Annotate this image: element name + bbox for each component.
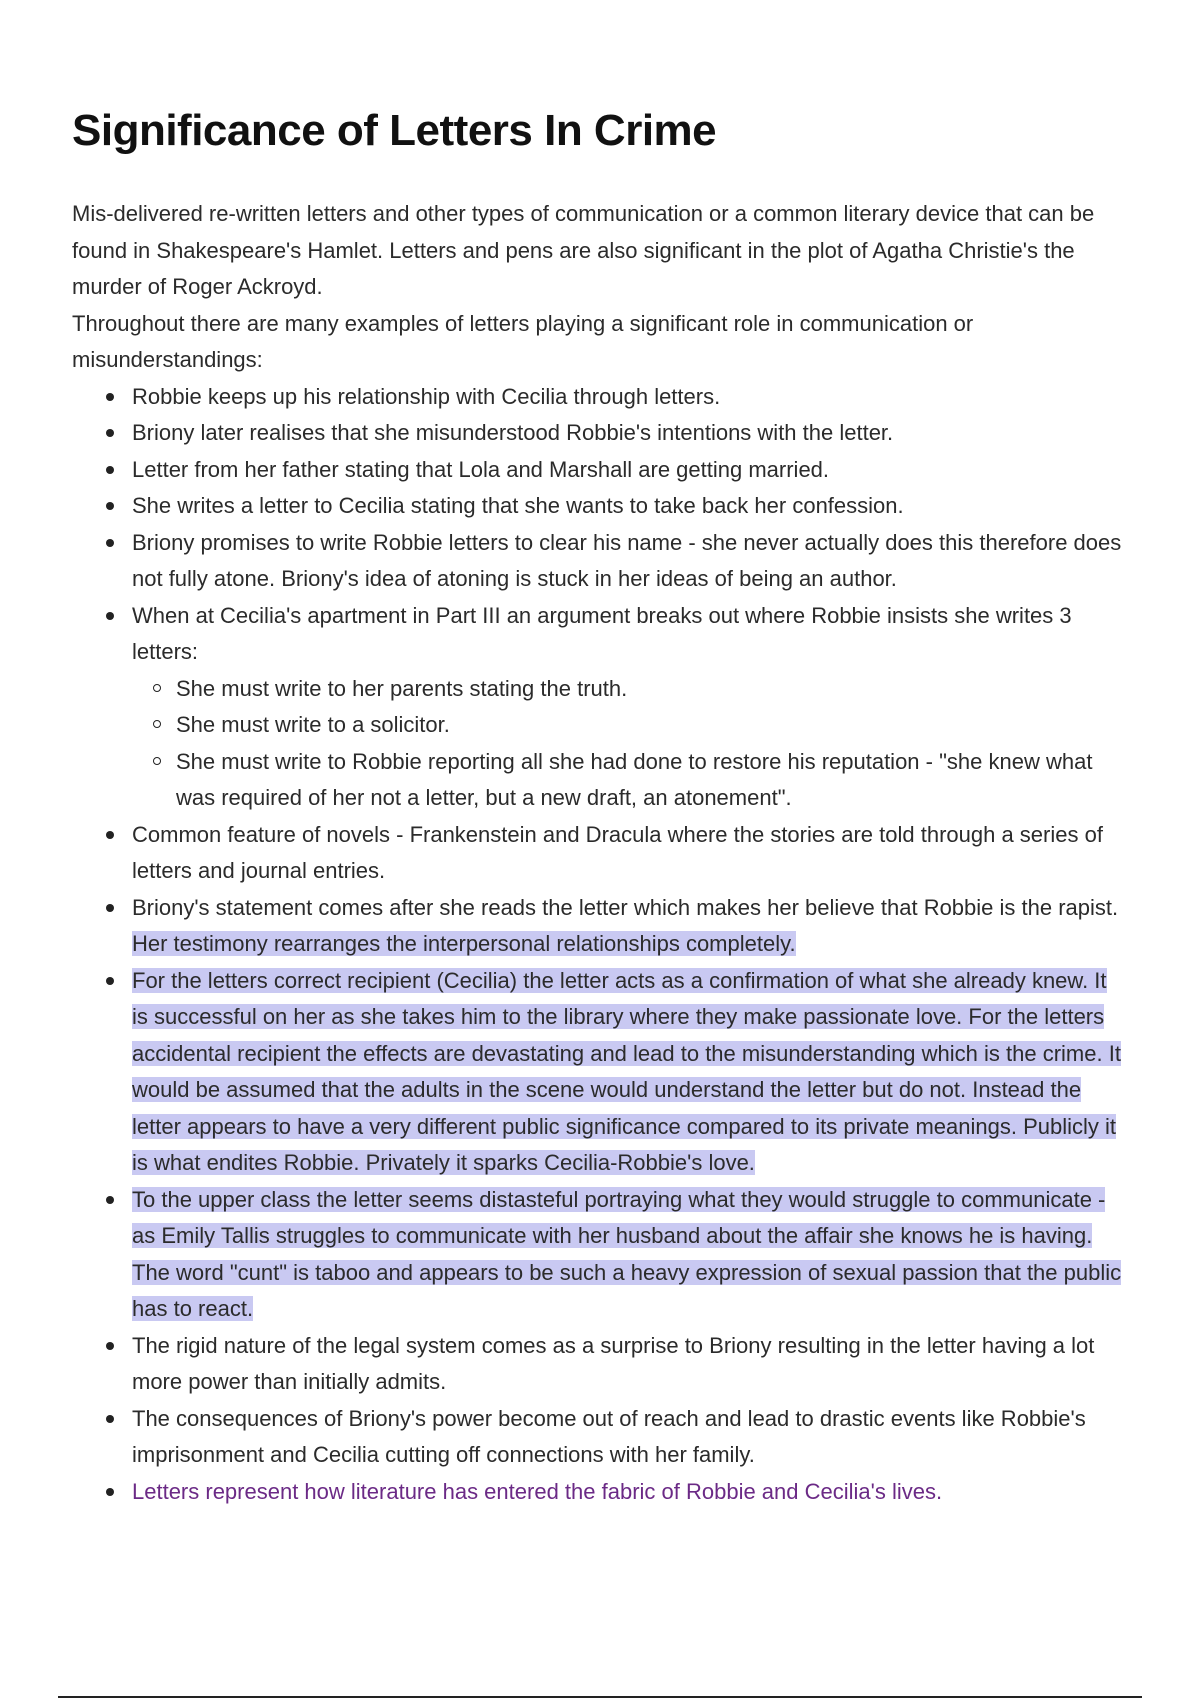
footer-divider: [58, 1696, 1142, 1698]
intro-paragraph-2: Throughout there are many examples of letters playing a significant role in communication or misunderstandings:: [72, 310, 974, 372]
list-item: The rigid nature of the legal system comes as a surprise to Briony resulting in the letter having a lot more power than initially admits.: [132, 1328, 1122, 1401]
highlighted-text: For the letters correct recipient (Cecilia) the letter acts as a confirmation of what she already knew. It is successful on her as she takes him to the library where they make passionate love. For the letters accidental recipient the effects are devastating and lead to the misunderstanding which is the crime. It would be assumed that the adults in the scene would understand the letter but do not. Instead the letter appears to have a very different public significance compared to its private meanings. Publicly it is what endites Robbie. Privately it sparks Cecilia-Robbie's love.: [132, 967, 1121, 1175]
list-item: Robbie keeps up his relationship with Cecilia through letters.: [132, 379, 1122, 416]
list-item-text: Briony's statement comes after she reads the letter which makes her believe that Robbie is the rapist.: [132, 894, 1119, 920]
intro-paragraph-1: Mis-delivered re-written letters and other types of communication or a common literary device that can be found in Shakespeare's Hamlet. Letters and pens are also significant in the plot of Agatha Christie's the murder of Roger Ackroyd.: [72, 201, 1095, 299]
sub-bullet-list: [132, 671, 1122, 817]
sub-list-item: She must write to her parents stating the truth.: [176, 671, 1122, 708]
page-title: Significance of Letters In Crime: [72, 106, 717, 155]
list-item: The consequences of Briony's power become out of reach and lead to drastic events like Robbie's imprisonment and Cecilia cutting off connections with her family.: [132, 1401, 1122, 1474]
list-item-text: When at Cecilia's apartment in Part III an argument breaks out where Robbie insists she writes 3 letters:: [132, 602, 1072, 664]
list-item: [132, 1182, 1122, 1328]
sub-list-item: She must write to Robbie reporting all she had done to restore his reputation - "she knew what was required of her not a letter, but a new draft, an atonement".: [176, 744, 1122, 817]
list-item: [132, 890, 1122, 963]
list-item-purple: Letters represent how literature has entered the fabric of Robbie and Cecilia's lives.: [132, 1474, 1122, 1511]
document-body: [72, 196, 1122, 1510]
sub-list-item: She must write to a solicitor.: [176, 707, 1122, 744]
list-item: Common feature of novels - Frankenstein and Dracula where the stories are told through a series of letters and journal entries.: [132, 817, 1122, 890]
bullet-list: [72, 379, 1122, 1511]
highlighted-text: Her testimony rearranges the interpersonal relationships completely.: [132, 931, 796, 956]
highlighted-text: To the upper class the letter seems distasteful portraying what they would struggle to communicate - as Emily Tallis struggles to communicate with her husband about the affair she knows he is having. The word "cunt" is taboo and appears to be such a heavy expression of sexual passion that the public has to react.: [132, 1186, 1122, 1321]
list-item: Briony promises to write Robbie letters to clear his name - she never actually does this therefore does not fully atone. Briony's idea of atoning is stuck in her ideas of being an author.: [132, 525, 1122, 598]
list-item: [132, 598, 1122, 817]
list-item: Briony later realises that she misunderstood Robbie's intentions with the letter.: [132, 415, 1122, 452]
list-item: Letter from her father stating that Lola and Marshall are getting married.: [132, 452, 1122, 489]
list-item: She writes a letter to Cecilia stating that she wants to take back her confession.: [132, 488, 1122, 525]
list-item: [132, 963, 1122, 1182]
